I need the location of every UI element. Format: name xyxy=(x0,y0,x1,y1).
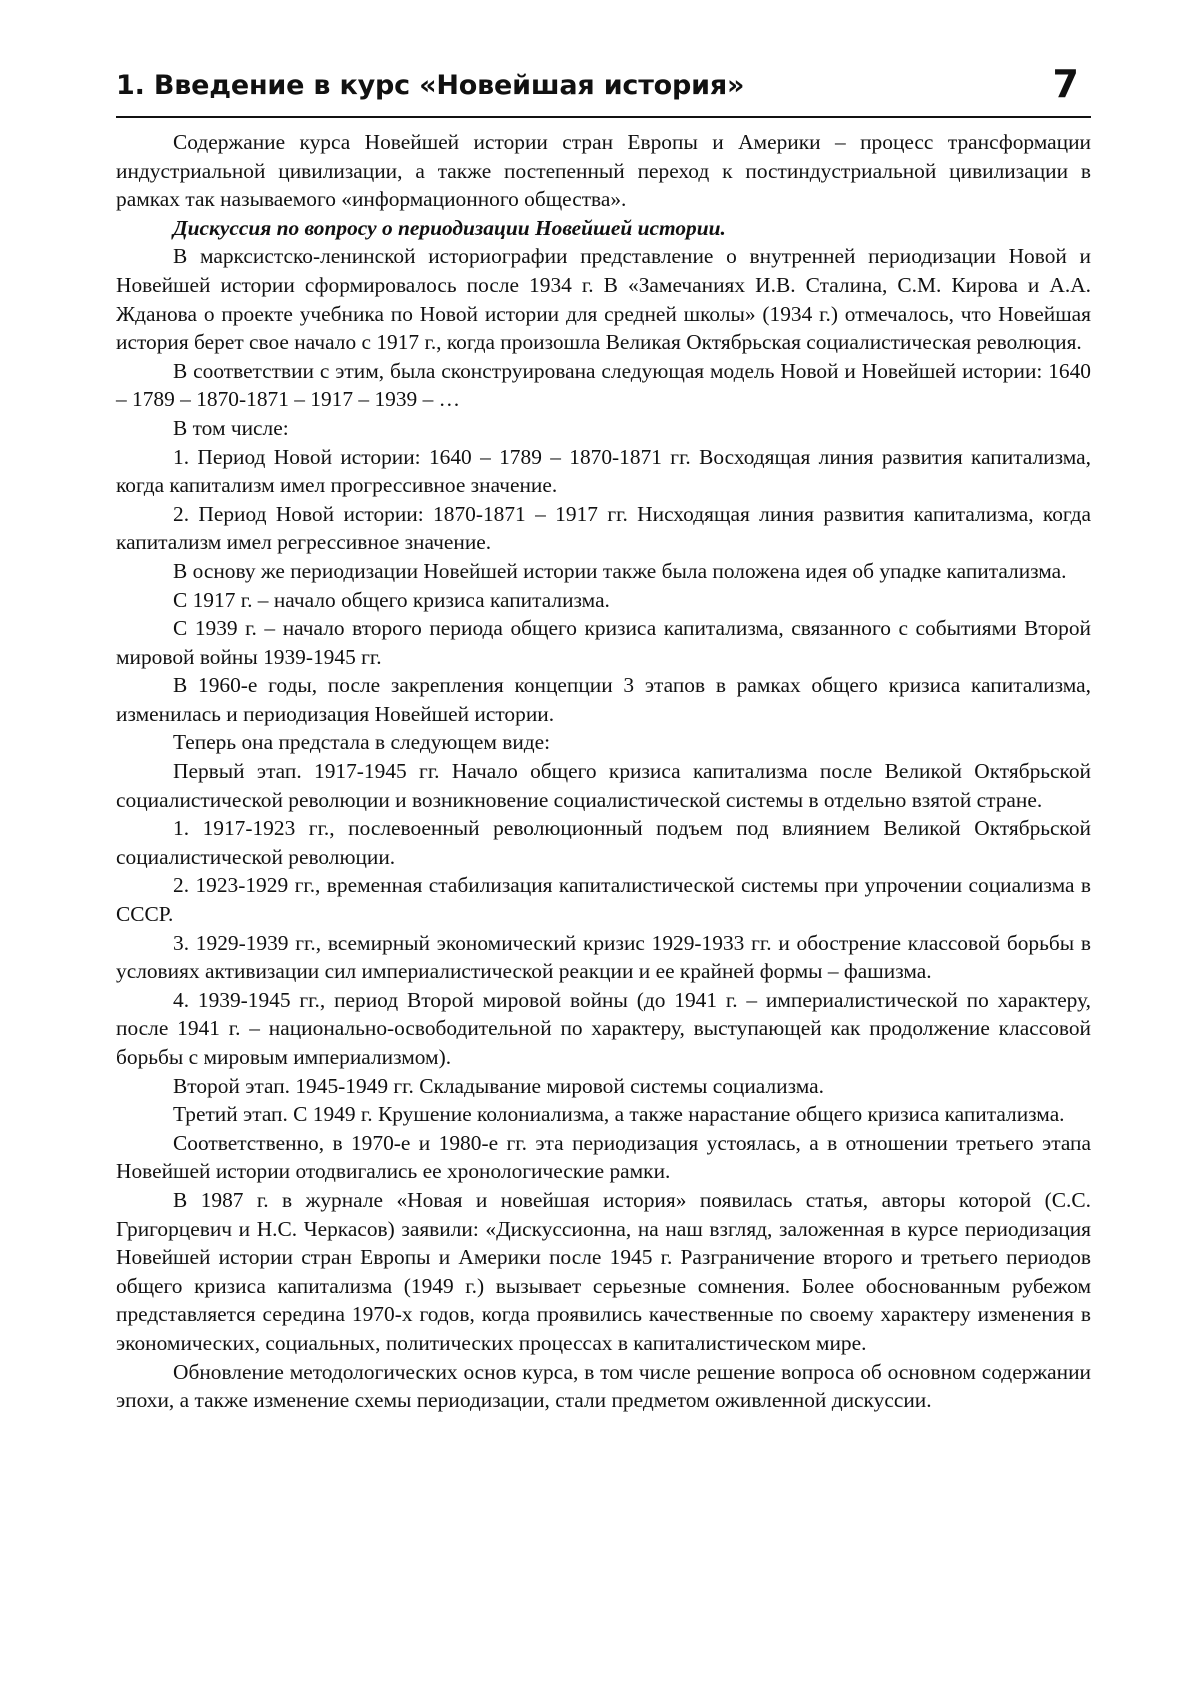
paragraph: В 1960-е годы, после закрепления концепции 3 этапов в рамках общего кризиса капитализма, изменилась и периодизация Новейшей истории. xyxy=(116,671,1091,728)
paragraph: Содержание курса Новейшей истории стран Европы и Америки – процесс трансформации индустриальной цивилизации, а также постепенный переход к постиндустриальной цивилизации в рамках так называемого «информационного общества». xyxy=(116,128,1091,214)
list-item: 2. Период Новой истории: 1870-1871 – 1917 гг. Нисходящая линия развития капитализма, когда капитализм имел регрессивное значение. xyxy=(116,500,1091,557)
paragraph: Первый этап. 1917-1945 гг. Начало общего кризиса капитализма после Великой Октябрьской социалистической революции и возникновение социалистической системы в отдельно взятой стране. xyxy=(116,757,1091,814)
paragraph: В том числе: xyxy=(116,414,1091,443)
list-item: 2. 1923-1929 гг., временная стабилизация капиталистической системы при упрочении социализма в СССР. xyxy=(116,871,1091,928)
list-item: 1. 1917-1923 гг., послевоенный революционный подъем под влиянием Великой Октябрьской социалистической революции. xyxy=(116,814,1091,871)
paragraph: В соответствии с этим, была сконструирована следующая модель Новой и Новейшей истории: 1640 – 1789 – 1870-1871 – 1917 – 1939 – … xyxy=(116,357,1091,414)
paragraph: Третий этап. С 1949 г. Крушение колониализма, а также нарастание общего кризиса капитализма. xyxy=(116,1100,1091,1129)
paragraph: В 1987 г. в журнале «Новая и новейшая история» появилась статья, авторы которой (С.С. Григорцевич и Н.С. Черкасов) заявили: «Дискуссионна, на наш взгляд, заложенная в курсе периодизация Новейшей истории стран Европы и Америки после 1945 г. Разграничение второго и третьего периодов общего кризиса капитализма (1949 г.) вызывает серьезные сомнения. Более обоснованным рубежом представляется середина 1970-х годов, когда проявились качественные по своему характеру изменения в экономических, социальных, политических процессах в капиталистическом мире. xyxy=(116,1186,1091,1358)
paragraph: Соответственно, в 1970-е и 1980-е гг. эта периодизация устоялась, а в отношении третьего этапа Новейшей истории отодвигались ее хронологические рамки. xyxy=(116,1129,1091,1186)
paragraph: С 1917 г. – начало общего кризиса капитализма. xyxy=(116,586,1091,615)
list-item: 3. 1929-1939 гг., всемирный экономический кризис 1929-1933 гг. и обострение классовой борьбы в условиях активизации сил империалистической реакции и ее крайней формы – фашизма. xyxy=(116,929,1091,986)
running-header xyxy=(116,66,1091,118)
chapter-title: 1. Введение в курс «Новейшая история» xyxy=(116,70,744,101)
paragraph: Теперь она предстала в следующем виде: xyxy=(116,728,1091,757)
paragraph: В основу же периодизации Новейшей истории также была положена идея об упадке капитализма. xyxy=(116,557,1091,586)
page-number: 7 xyxy=(1053,62,1079,106)
list-item: 4. 1939-1945 гг., период Второй мировой войны (до 1941 г. – империалистической по характеру, после 1941 г. – национально-освободительной по характеру, выступающей как продолжение классовой борьбы с мировым империализмом). xyxy=(116,986,1091,1072)
paragraph: С 1939 г. – начало второго периода общего кризиса капитализма, связанного с событиями Второй мировой войны 1939-1945 гг. xyxy=(116,614,1091,671)
body-text xyxy=(116,128,1091,1415)
paragraph: Обновление методологических основ курса, в том числе решение вопроса об основном содержании эпохи, а также изменение схемы периодизации, стали предметом оживленной дискуссии. xyxy=(116,1358,1091,1415)
document-page xyxy=(0,0,1200,1695)
section-heading: Дискуссия по вопросу о периодизации Новейшей истории. xyxy=(116,214,1091,243)
paragraph: В марксистско-ленинской историографии представление о внутренней периодизации Новой и Новейшей истории сформировалось после 1934 г. В «Замечаниях И.В. Сталина, С.М. Кирова и А.А. Жданова о проекте учебника по Новой истории для средней школы» (1934 г.) отмечалось, что Новейшая история берет свое начало с 1917 г., когда произошла Великая Октябрьская социалистическая революция. xyxy=(116,242,1091,356)
list-item: 1. Период Новой истории: 1640 – 1789 – 1870-1871 гг. Восходящая линия развития капитализма, когда капитализм имел прогрессивное значение. xyxy=(116,443,1091,500)
paragraph: Второй этап. 1945-1949 гг. Складывание мировой системы социализма. xyxy=(116,1072,1091,1101)
